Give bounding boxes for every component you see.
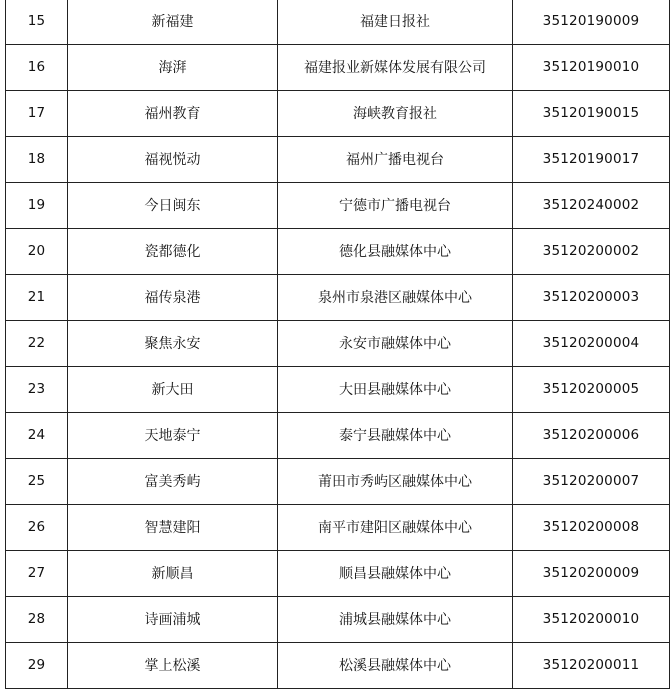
table-row xyxy=(6,137,670,183)
account-name-cell: 福视悦动 xyxy=(68,137,278,183)
row-number-cell: 29 xyxy=(6,643,68,689)
operator-cell: 浦城县融媒体中心 xyxy=(278,597,513,643)
table-row xyxy=(6,321,670,367)
row-number-cell: 17 xyxy=(6,91,68,137)
registration-code-cell: 35120240002 xyxy=(513,183,670,229)
account-name-cell: 智慧建阳 xyxy=(68,505,278,551)
account-name-cell: 诗画浦城 xyxy=(68,597,278,643)
table-row xyxy=(6,229,670,275)
registration-code-cell: 35120190010 xyxy=(513,45,670,91)
operator-cell: 顺昌县融媒体中心 xyxy=(278,551,513,597)
registration-code-cell: 35120200006 xyxy=(513,413,670,459)
account-name-cell: 瓷都德化 xyxy=(68,229,278,275)
row-number-cell: 18 xyxy=(6,137,68,183)
registration-code-cell: 35120200007 xyxy=(513,459,670,505)
row-number-cell: 24 xyxy=(6,413,68,459)
row-number-cell: 27 xyxy=(6,551,68,597)
row-number-cell: 16 xyxy=(6,45,68,91)
table-row xyxy=(6,505,670,551)
registration-code-cell: 35120200002 xyxy=(513,229,670,275)
operator-cell: 松溪县融媒体中心 xyxy=(278,643,513,689)
table-row xyxy=(6,91,670,137)
table-row xyxy=(6,459,670,505)
row-number-cell: 25 xyxy=(6,459,68,505)
table-row xyxy=(6,0,670,45)
row-number-cell: 19 xyxy=(6,183,68,229)
account-name-cell: 富美秀屿 xyxy=(68,459,278,505)
registration-code-cell: 35120200009 xyxy=(513,551,670,597)
account-name-cell: 今日闽东 xyxy=(68,183,278,229)
operator-cell: 福州广播电视台 xyxy=(278,137,513,183)
account-name-cell: 天地泰宁 xyxy=(68,413,278,459)
table-row xyxy=(6,643,670,689)
operator-cell: 永安市融媒体中心 xyxy=(278,321,513,367)
table-row xyxy=(6,551,670,597)
row-number-cell: 26 xyxy=(6,505,68,551)
registration-code-cell: 35120200005 xyxy=(513,367,670,413)
row-number-cell: 28 xyxy=(6,597,68,643)
operator-cell: 德化县融媒体中心 xyxy=(278,229,513,275)
registration-code-cell: 35120200004 xyxy=(513,321,670,367)
registration-code-cell: 35120200010 xyxy=(513,597,670,643)
operator-cell: 大田县融媒体中心 xyxy=(278,367,513,413)
account-name-cell: 福州教育 xyxy=(68,91,278,137)
operator-cell: 南平市建阳区融媒体中心 xyxy=(278,505,513,551)
operator-cell: 泉州市泉港区融媒体中心 xyxy=(278,275,513,321)
row-number-cell: 23 xyxy=(6,367,68,413)
table-row xyxy=(6,275,670,321)
registration-code-cell: 35120200008 xyxy=(513,505,670,551)
row-number-cell: 22 xyxy=(6,321,68,367)
registration-code-cell: 35120190009 xyxy=(513,0,670,45)
table-row xyxy=(6,597,670,643)
operator-cell: 福建日报社 xyxy=(278,0,513,45)
account-name-cell: 海湃 xyxy=(68,45,278,91)
registration-code-cell: 35120200003 xyxy=(513,275,670,321)
row-number-cell: 21 xyxy=(6,275,68,321)
row-number-cell: 20 xyxy=(6,229,68,275)
registry-table xyxy=(5,0,670,689)
account-name-cell: 福传泉港 xyxy=(68,275,278,321)
table-row xyxy=(6,45,670,91)
table-row xyxy=(6,413,670,459)
operator-cell: 莆田市秀屿区融媒体中心 xyxy=(278,459,513,505)
registration-code-cell: 35120190017 xyxy=(513,137,670,183)
account-name-cell: 新福建 xyxy=(68,0,278,45)
operator-cell: 海峡教育报社 xyxy=(278,91,513,137)
account-name-cell: 新大田 xyxy=(68,367,278,413)
account-name-cell: 掌上松溪 xyxy=(68,643,278,689)
table-body xyxy=(6,0,670,689)
account-name-cell: 新顺昌 xyxy=(68,551,278,597)
registration-code-cell: 35120200011 xyxy=(513,643,670,689)
account-name-cell: 聚焦永安 xyxy=(68,321,278,367)
operator-cell: 宁德市广播电视台 xyxy=(278,183,513,229)
row-number-cell: 15 xyxy=(6,0,68,45)
operator-cell: 泰宁县融媒体中心 xyxy=(278,413,513,459)
table-row xyxy=(6,183,670,229)
operator-cell: 福建报业新媒体发展有限公司 xyxy=(278,45,513,91)
table-row xyxy=(6,367,670,413)
registration-code-cell: 35120190015 xyxy=(513,91,670,137)
